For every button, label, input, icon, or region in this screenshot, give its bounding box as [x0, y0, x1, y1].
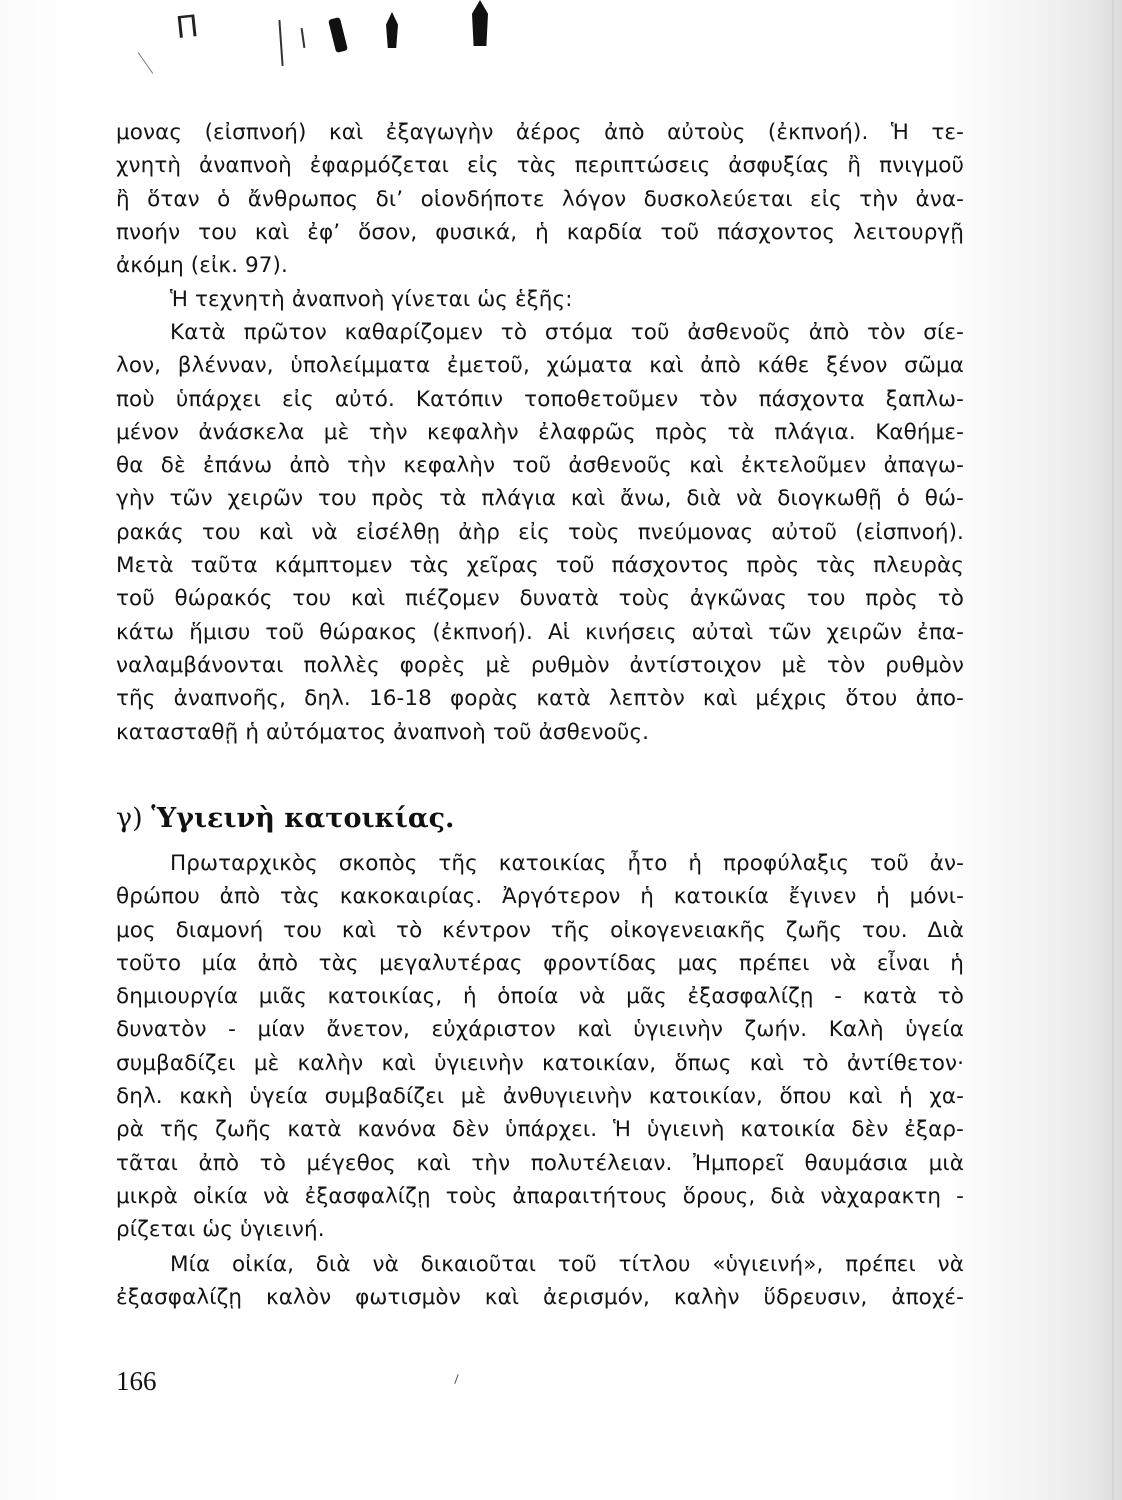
text-line: μένον ἀνάσκελα μὲ τὴν κεφαλὴν ἐλαφρῶς πρὸς τὰ πλάγια. Καθήμε- [116, 419, 964, 445]
text-line: ναλαμβάνονται πολλὲς φορὲς μὲ ρυθμὸν ἀντίστοιχον μὲ τὸν ρυθμὸν [116, 652, 964, 678]
text-line: Μία οἰκία, διὰ νὰ δικαιοῦται τοῦ τίτλου «ὑγιεινή», πρέπει νὰ [170, 1252, 964, 1277]
text-line: κατασταθῇ ἡ αὐτόματος ἀναπνοὴ τοῦ ἀσθενοῦς. [116, 719, 650, 745]
text-line: χνητὴ ἀναπνοὴ ἐφαρμόζεται εἰς τὰς περιπτώσεις ἀσφυξίας ἢ πνιγμοῦ [116, 153, 964, 179]
text-line: Ἡ τεχνητὴ ἀναπνοὴ γίνεται ὡς ἑξῆς: [170, 287, 573, 312]
text-line: τῆς ἀναπνοῆς, δηλ. 16-18 φορὰς κατὰ λεπτὸν καὶ μέχρις ὅτου ἀπο- [116, 686, 964, 712]
text-line: δηλ. κακὴ ὑγεία συμβαδίζει μὲ ἀνθυγιεινὴν κατοικίαν, ὅπου καὶ ἡ χα- [116, 1084, 964, 1110]
page-number: 166 [116, 1366, 157, 1396]
section-heading-title: Ὑγιεινὴ κατοικίας. [151, 803, 455, 834]
text-line: τοῦ θώρακός του καὶ πιέζομεν δυνατὰ τοὺς ἀγκῶνας του πρὸς τὸ [116, 586, 964, 612]
scan-mark-arrow [472, 0, 488, 46]
text-line: Κατὰ πρῶτον καθαρίζομεν τὸ στόμα τοῦ ἀσθενοῦς ἀπὸ τὸν σίε- [170, 320, 964, 345]
text-line: θρώπου ἀπὸ τὰς κακοκαιρίας. Ἀργότερον ἡ κατοικία ἔγινεν ἡ μόνι- [116, 884, 964, 910]
text-line: λον, βλένναν, ὑπολείμματα ἐμετοῦ, χώματα καὶ ἀπὸ κάθε ξένον σῶμα [116, 353, 964, 379]
text-line: τοῦτο μία ἀπὸ τὰς μεγαλυτέρας φροντίδας μας πρέπει νὰ εἶναι ἡ [116, 950, 964, 976]
section-heading-prefix: γ) [116, 803, 143, 834]
continuation-paragraph [116, 116, 964, 282]
scan-mark-arrow [386, 12, 398, 48]
scan-speck [454, 1374, 458, 1384]
page-spine-shadow [1112, 0, 1114, 1500]
text-line: δημιουργία μιᾶς κατοικίας, ἡ ὁποία νὰ μᾶς ἐξασφαλίζῃ - κατὰ τὸ [116, 984, 964, 1010]
pi-mark-glyph: Π [174, 8, 201, 47]
procedure-intro [116, 283, 964, 316]
text-line: ἐξασφαλίζῃ καλὸν φωτισμὸν καὶ ἀερισμόν, καλὴν ὕδρευσιν, ἀποχέ- [116, 1285, 964, 1311]
text-line: δυνατὸν - μίαν ἄνετον, εὐχάριστον καὶ ὑγιεινὴν ζωήν. Καλὴ ὑγεία [116, 1017, 964, 1043]
text-line: κάτω ἥμισυ τοῦ θώρακος (ἐκπνοή). Αἱ κινήσεις αὐταὶ τῶν χειρῶν ἐπα- [116, 619, 964, 645]
text-line: ρακάς του καὶ νὰ εἰσέλθῃ ἀὴρ εἰς τοὺς πνεύμονας αὐτοῦ (εἰσπνοή). [116, 519, 964, 545]
text-line: γὴν τῶν χειρῶν του πρὸς τὰ πλάγια καὶ ἄνω, διὰ νὰ διογκωθῇ ὁ θώ- [116, 486, 964, 512]
text-line: ἢ ὅταν ὁ ἄνθρωπος δι’ οἱονδήποτε λόγον δυσκολεύεται εἰς τὴν ἀνα- [116, 186, 964, 212]
section-heading [116, 803, 454, 834]
housing-paragraph-2 [116, 1248, 964, 1315]
text-line: τᾶται ἀπὸ τὸ μέγεθος καὶ τὴν πολυτέλειαν. Ἠμπορεῖ θαυμάσια μιὰ [116, 1150, 964, 1176]
housing-paragraph-1 [116, 847, 964, 1247]
text-line: μικρὰ οἰκία νὰ ἐξασφαλίζῃ τοὺς ἀπαραιτήτους ὅρους, διὰ νὰχαρακτη - [116, 1183, 964, 1209]
text-line: μονας (εἰσπνοή) καὶ ἐξαγωγὴν ἀέρος ἀπὸ αὐτοὺς (ἐκπνοή). Ἡ τε- [116, 120, 964, 145]
text-line: ποὺ ὑπάρχει εἰς αὐτό. Κατόπιν τοποθετοῦμεν τὸν πάσχοντα ξαπλω- [116, 386, 964, 412]
text-line: ρὰ τῆς ζωῆς κατὰ κανόνα δὲν ὑπάρχει. Ἡ ὑγιεινὴ κατοικία δὲν ἐξαρ- [116, 1117, 964, 1143]
text-line: μος διαμονή του καὶ τὸ κέντρον τῆς οἰκογενειακῆς ζωῆς του. Διὰ [116, 917, 964, 943]
text-line: πνοήν του καὶ ἐφ’ ὅσον, φυσικά, ἡ καρδία τοῦ πάσχοντος λειτουργῇ [116, 219, 964, 245]
text-line: ρίζεται ὡς ὑγιεινή. [116, 1217, 325, 1243]
text-line: Πρωταρχικὸς σκοπὸς τῆς κατοικίας ἦτο ἡ προφύλαξις τοῦ ἀν- [170, 851, 964, 876]
scan-mark-tick [278, 20, 283, 66]
text-line: θα δὲ ἐπάνω ἀπὸ τὴν κεφαλὴν τοῦ ἀσθενοῦς καὶ ἐκτελοῦμεν ἀπαγω- [116, 453, 964, 479]
scan-mark-slash [138, 52, 154, 74]
scan-mark-blob [328, 17, 348, 53]
text-line: συμβαδίζει μὲ καλὴν καὶ ὑγιεινὴν κατοικίαν, ὅπως καὶ τὸ ἀντίθετον· [116, 1050, 964, 1076]
scan-mark-tick [301, 28, 306, 48]
text-line: Μετὰ ταῦτα κάμπτομεν τὰς χεῖρας τοῦ πάσχοντος πρὸς τὰς πλευρὰς [116, 553, 964, 579]
text-line: ἀκόμη (εἰκ. 97). [116, 253, 288, 279]
procedure-paragraph [116, 316, 964, 749]
